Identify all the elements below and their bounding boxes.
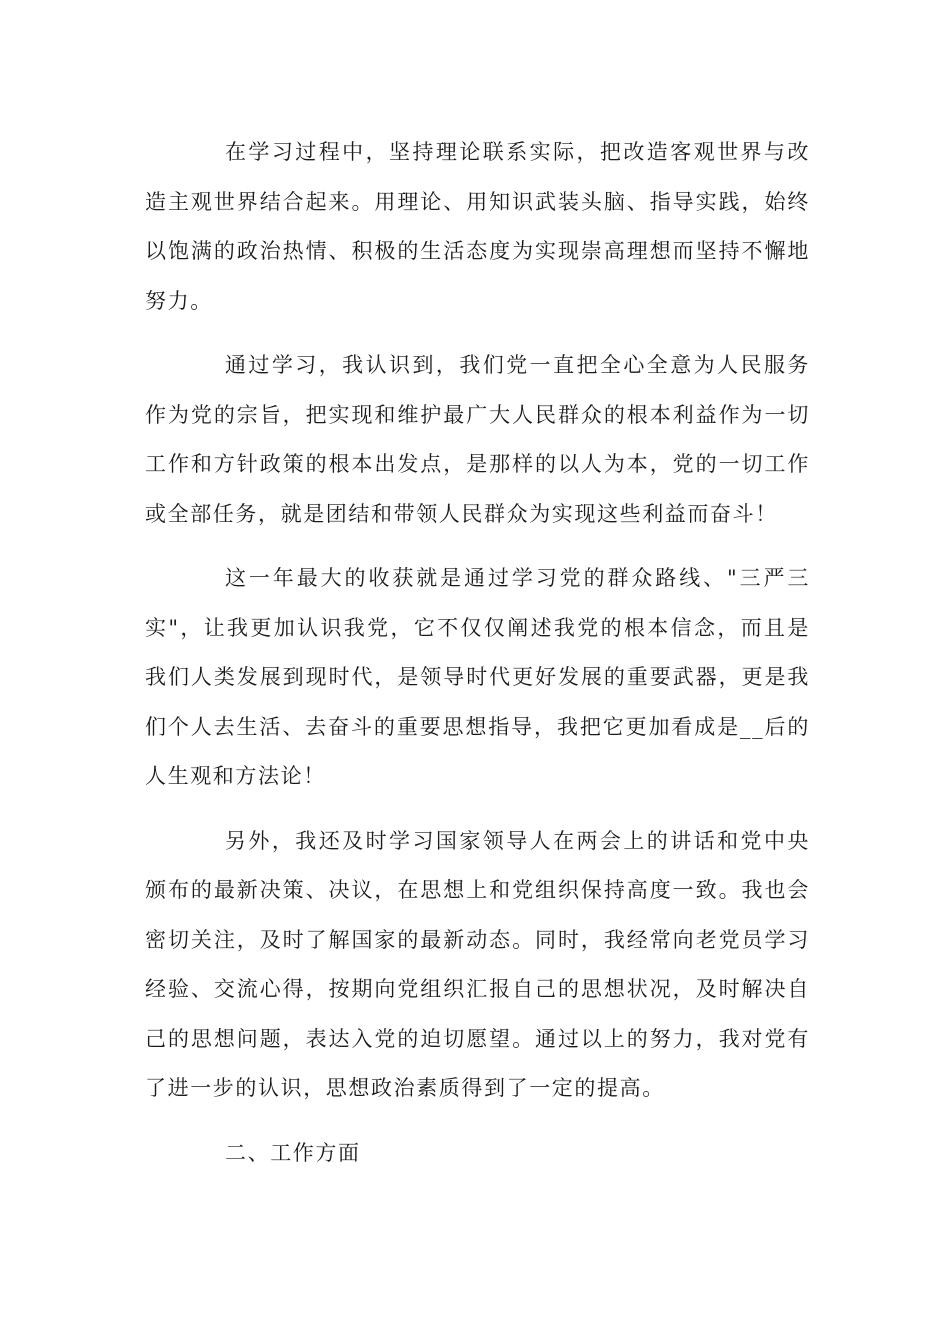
paragraph-3: 这一年最大的收获就是通过学习党的群众路线、"三严三实"，让我更加认识我党，它不仅仅阐述我党的根本信念，而且是我们人类发展到现时代，是领导时代更好发展的重要武器，更是我们个人去生活、去奋斗的重要思想指导，我把它更加看成是__后的人生观和方法论！ [145,566,810,788]
paragraph-4: 另外，我还及时学习国家领导人在两会上的讲话和党中央颁布的最新决策、决议，在思想上和党组织保持高度一致。我也会密切关注，及时了解国家的最新动态。同时，我经常向老党员学习经验、交流心得，按期向党组织汇报自己的思想状况，及时解决自己的思想问题，表达入党的迫切愿望。通过以上的努力，我对党有了进一步的认识，思想政治素质得到了一定的提高。 [145,828,810,1100]
paragraph-1: 在学习过程中，坚持理论联系实际，把改造客观世界与改造主观世界结合起来。用理论、用知识武装头脑、指导实践，始终以饱满的政治热情、积极的生活态度为实现崇高理想而坚持不懈地努力。 [145,140,810,313]
section-heading: 二、工作方面 [225,1140,361,1165]
document-body [145,128,810,1178]
paragraph-2: 通过学习，我认识到，我们党一直把全心全意为人民服务作为党的宗旨，把实现和维护最广大人民群众的根本利益作为一切工作和方针政策的根本出发点，是那样的以人为本，党的一切工作或全部任务，就是团结和带领人民群众为实现这些利益而奋斗！ [145,353,810,526]
